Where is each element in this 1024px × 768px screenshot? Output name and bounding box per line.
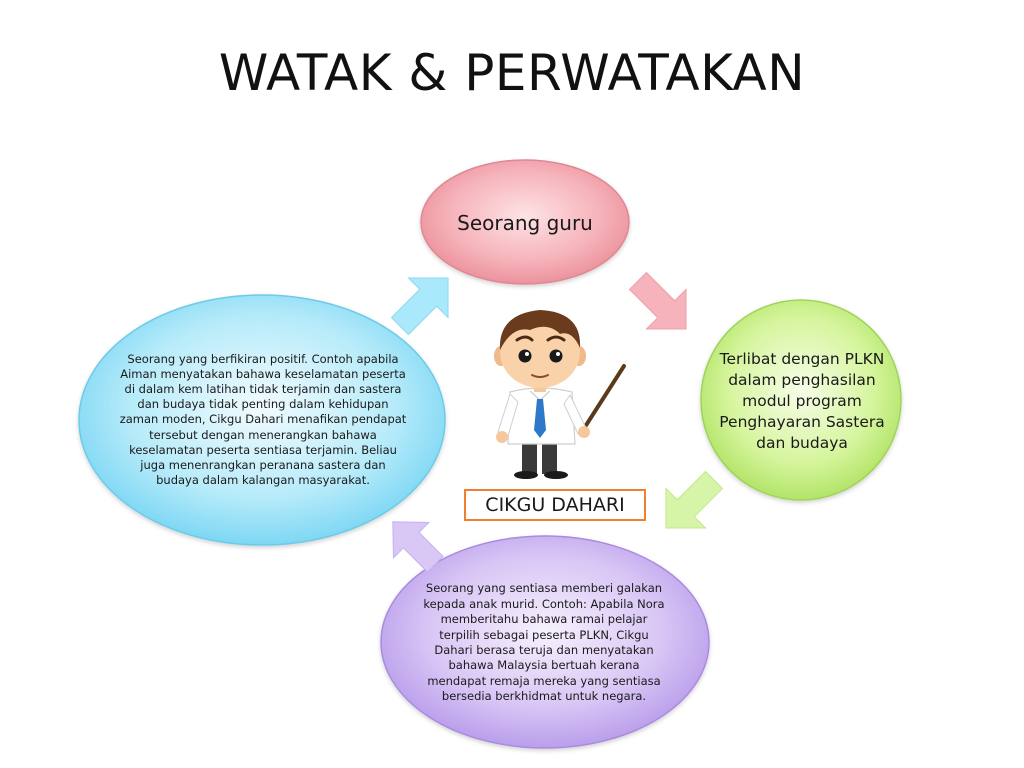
node-right-text: Terlibat dengan PLKN dalam penghasilan modul program Penghayaran Sastera dan budaya bbox=[719, 349, 885, 452]
node-top-text: Seorang guru bbox=[457, 211, 593, 235]
teacher-with-pointer-icon bbox=[494, 310, 624, 479]
arrow-top-to-right bbox=[618, 261, 706, 349]
node-left-text: Seorang yang berfikiran positif. Contoh apabila Aiman menyatakan bahawa keselamatan peserta di dalam kem latihan tidak terjamin dan sastera dan budaya tidak penting dalam kehidupan zaman moden, Cikgu Dahari menafikan pendapat tersebut dengan menerangkan bahawa keselamatan peserta sentiasa terjamin. Beliau juga menenrangkan peranana sastera dan budaya dalam kalangan masyarakat. bbox=[119, 351, 407, 488]
slide-title: WATAK & PERWATAKAN bbox=[218, 44, 806, 102]
center-label: CIKGU DAHARI bbox=[464, 489, 646, 521]
node-bottom-text: Seorang yang sentiasa memberi galakan kepada anak murid. Contoh: Apabila Nora memberitahu bahawa ramai pelajar terpilih sebagai peserta PLKN, Cikgu Dahari berasa teruja dan menyatakan bahawa Malaysia bertuah kerana mendapat remaja mereka yang sentiasa bersedia berkhidmat untuk negara. bbox=[423, 581, 665, 704]
